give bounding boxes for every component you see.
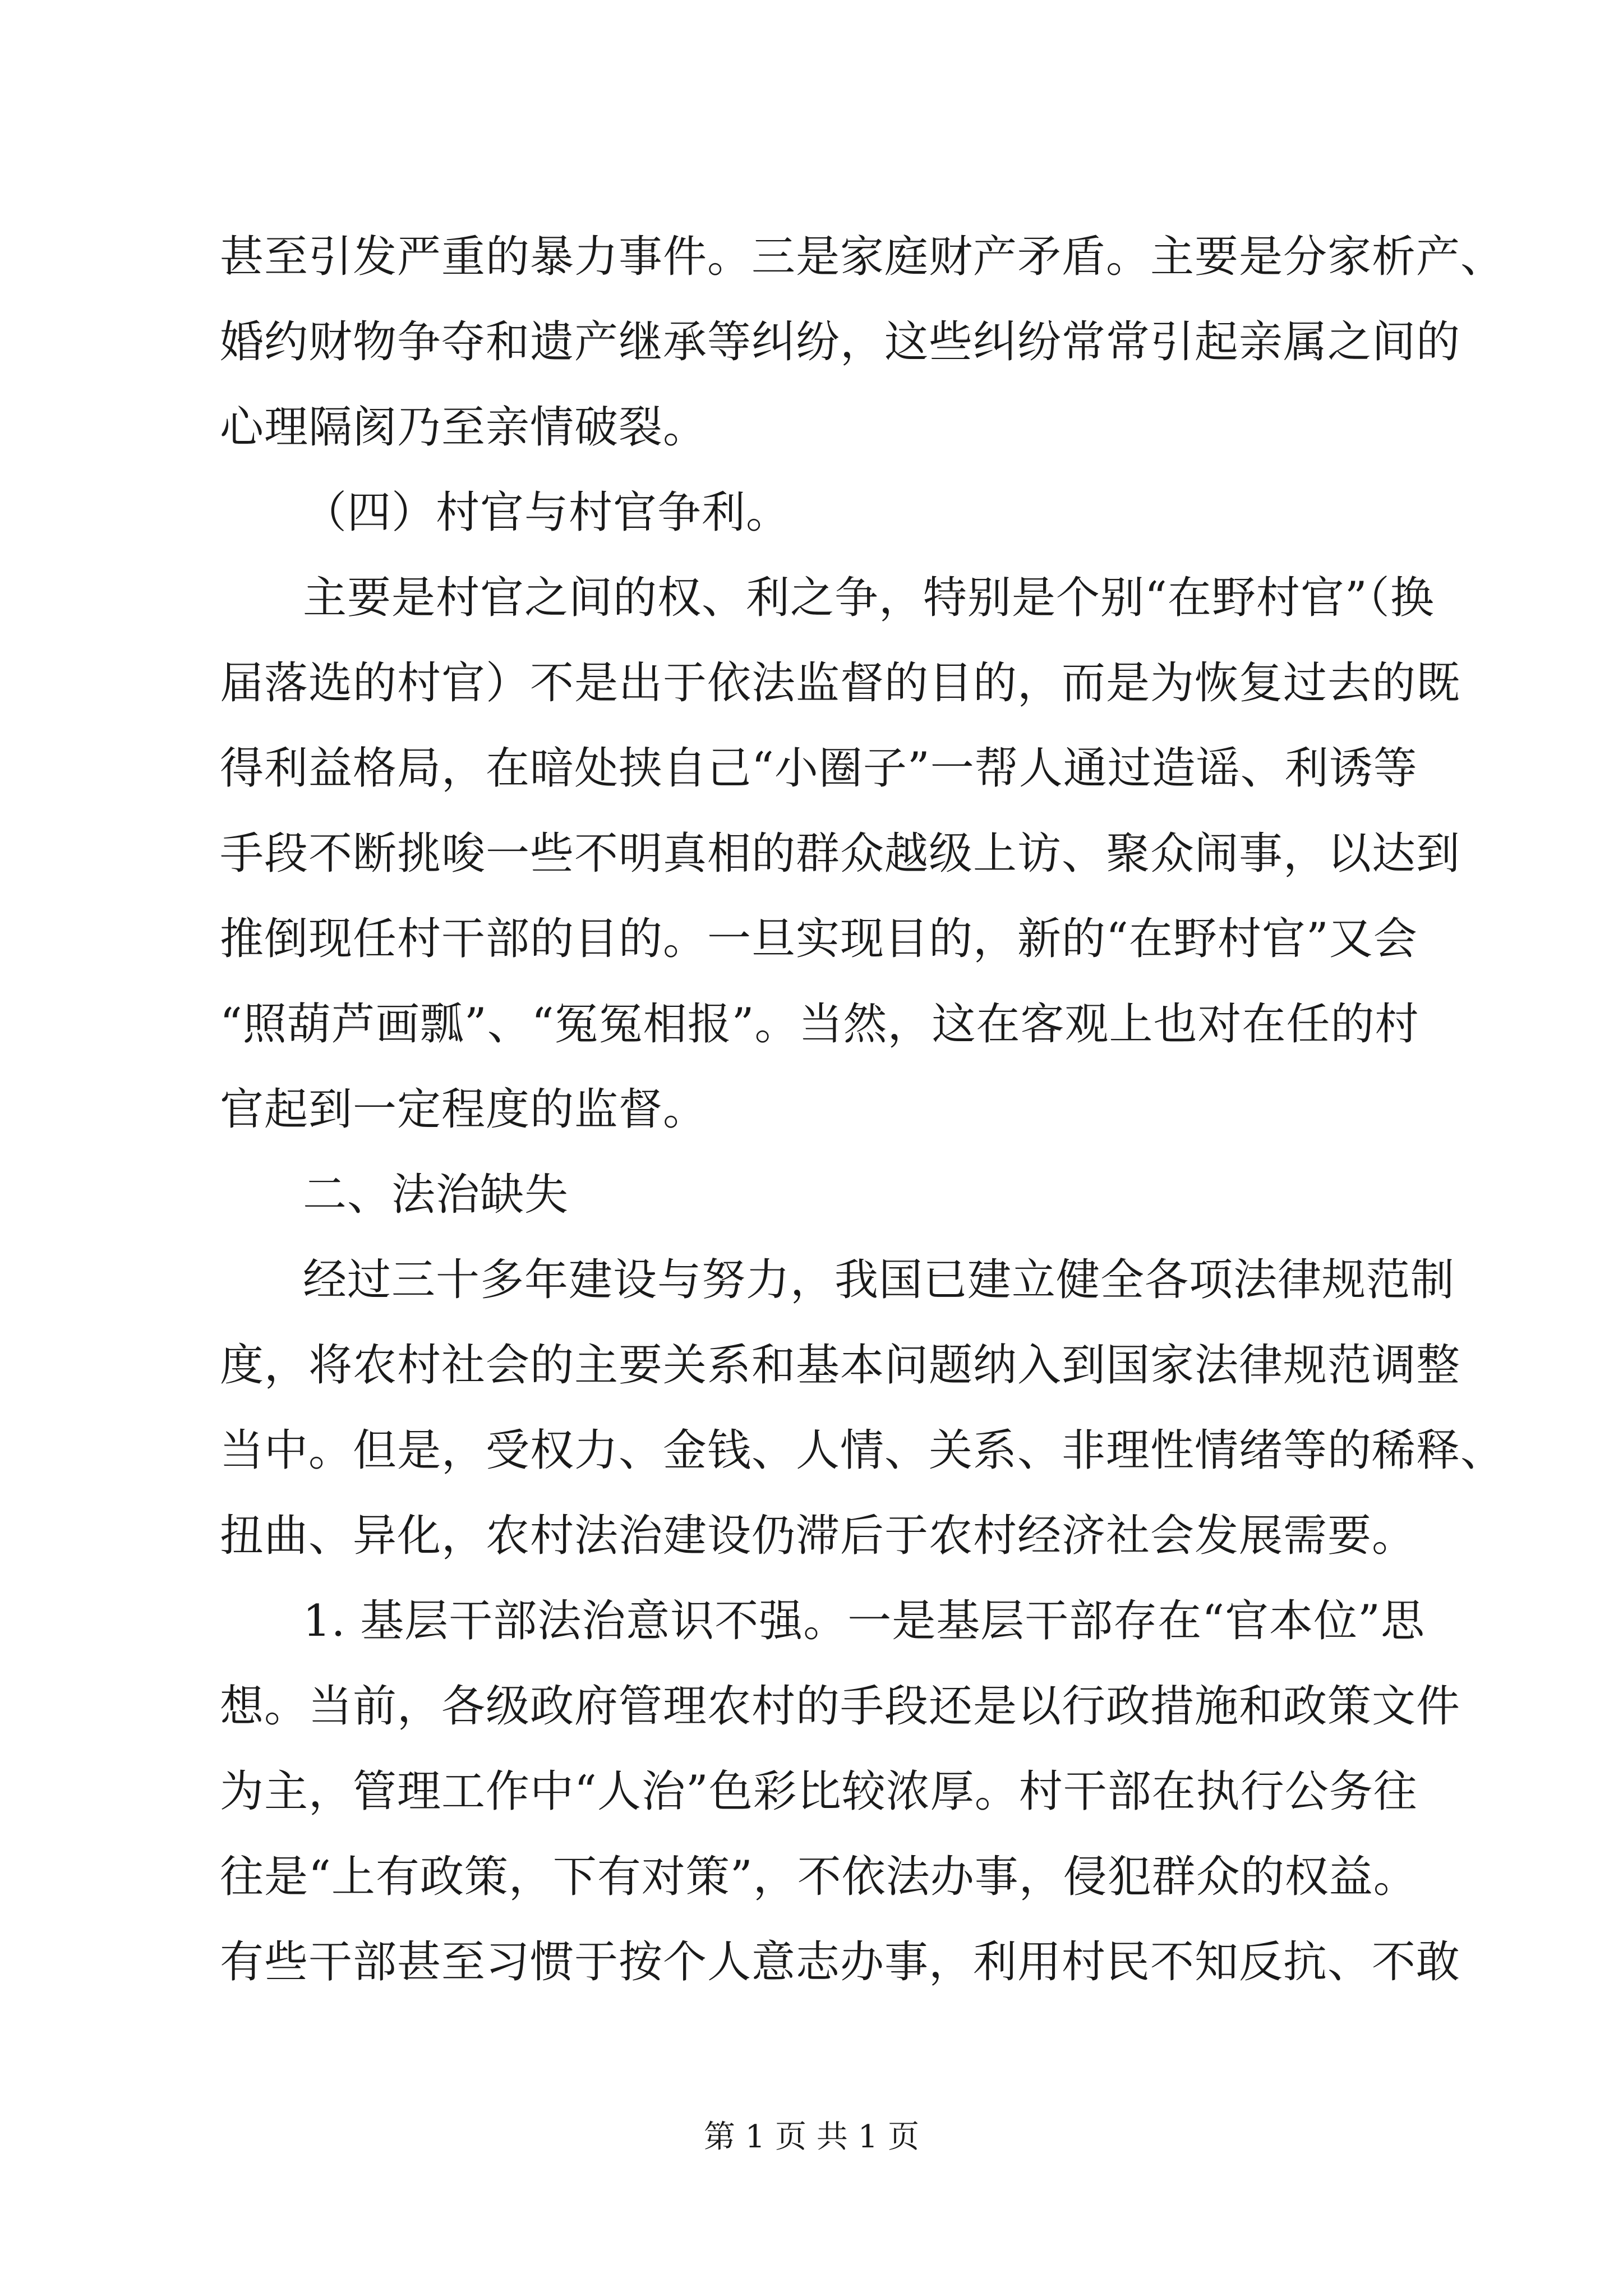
text-line: 经过三十多年建设与努力，我国已建立健全各项法律规范制 <box>303 1255 1455 1305</box>
text-line: 届落选的村官）不是出于依法监督的目的，而是为恢复过去的既 <box>220 658 1461 708</box>
text-line: 婚约财物争夺和遗产继承等纠纷，这些纠纷常常引起亲属之间的 <box>220 317 1461 367</box>
section-heading: 二、法治缺失 <box>303 1170 569 1220</box>
text-line: 扭曲、异化，农村法治建设仍滞后于农村经济社会发展需要。 <box>220 1511 1417 1561</box>
text-line: 心理隔阂乃至亲情破裂。 <box>220 402 708 453</box>
text-line: 有些干部甚至习惯于按个人意志办事，利用村民不知反抗、不敢 <box>220 1937 1461 1987</box>
text-line: 手段不断挑唆一些不明真相的群众越级上访、聚众闹事，以达到 <box>220 829 1461 879</box>
text-line: “照葫芦画瓢”、“冤冤相报”。当然，这在客观上也对在任的村 <box>220 999 1419 1050</box>
text-line: 当中。但是，受权力、金钱、人情、关系、非理性情绪等的稀释、 <box>220 1425 1505 1476</box>
document-body <box>220 214 1505 2005</box>
text-line: 甚至引发严重的暴力事件。三是家庭财产矛盾。主要是分家析产、 <box>220 232 1505 282</box>
text-line: 推倒现任村干部的目的。一旦实现目的，新的“在野村官”又会 <box>220 914 1418 964</box>
text-line: 度，将农村社会的主要关系和基本问题纳入到国家法律规范调整 <box>220 1340 1461 1391</box>
text-line: 1. 基层干部法治意识不强。一是基层干部存在“官本位”思 <box>303 1596 1425 1646</box>
text-line: 官起到一定程度的监督。 <box>220 1084 708 1135</box>
section-heading: （四）村官与村官争利。 <box>303 487 791 538</box>
page-number-footer: 第 1 页 共 1 页 <box>703 2119 920 2155</box>
text-line: 想。当前，各级政府管理农村的手段还是以行政措施和政策文件 <box>220 1681 1461 1732</box>
text-line: 往是“上有政策，下有对策”，不依法办事，侵犯群众的权益。 <box>220 1852 1418 1902</box>
text-line: 主要是村官之间的权、利之争，特别是个别“在野村官”（换 <box>303 573 1435 623</box>
text-line: 为主，管理工作中“人治”色彩比较浓厚。村干部在执行公务往 <box>220 1766 1418 1817</box>
text-line: 得利益格局，在暗处挟自己“小圈子”一帮人通过造谣、利诱等 <box>220 743 1418 794</box>
